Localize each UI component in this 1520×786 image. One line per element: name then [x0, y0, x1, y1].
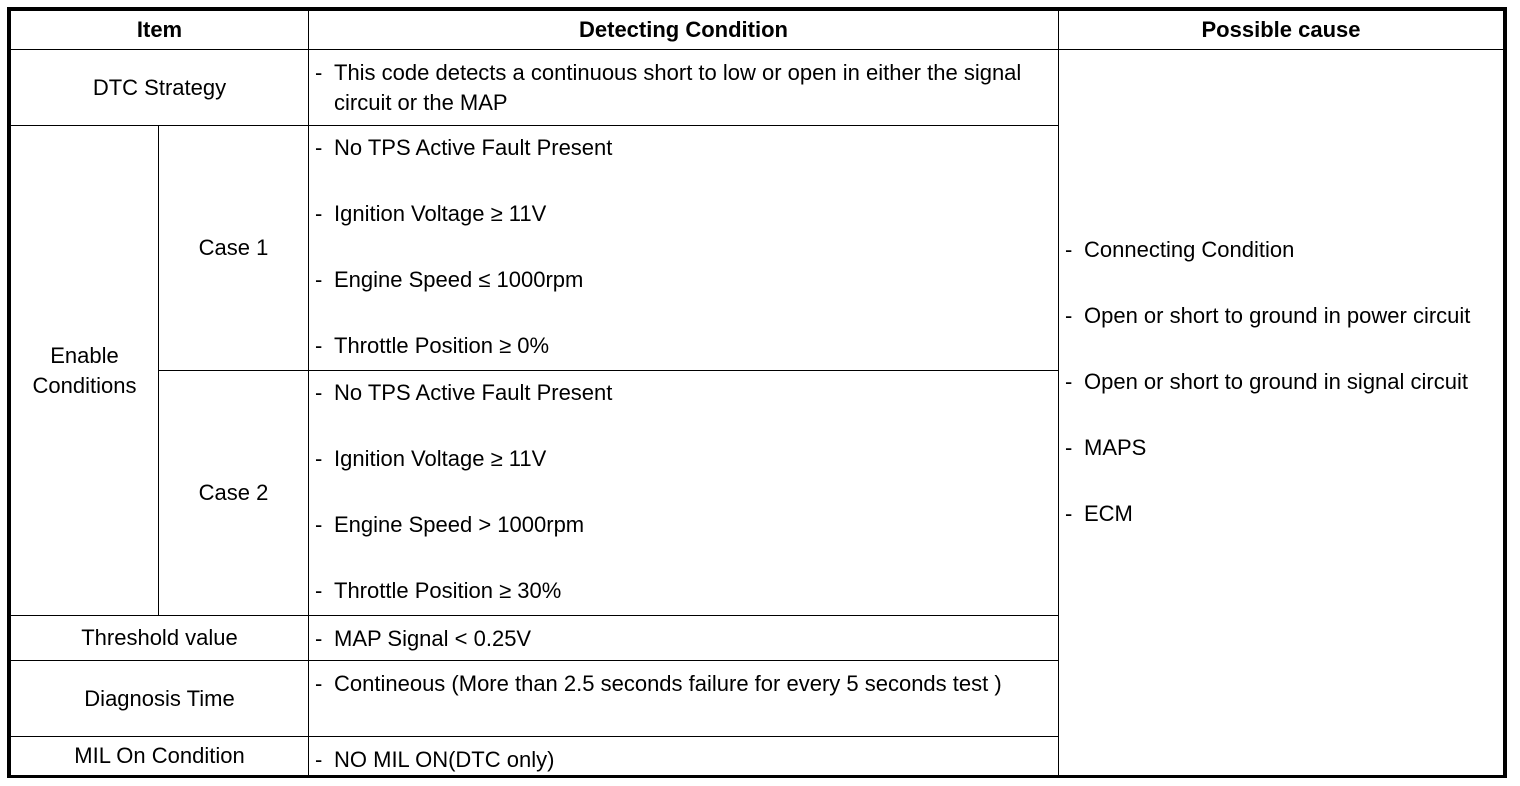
- list-item: [315, 265, 1048, 295]
- list-item: [1065, 301, 1493, 331]
- list-item: [315, 669, 1048, 699]
- case-1-item: Throttle Position ≥ 0%: [334, 333, 550, 358]
- case-1-label: Case 1: [159, 126, 309, 371]
- bullet-dash: -: [315, 578, 323, 603]
- enable-conditions-line1: Enable: [50, 342, 119, 368]
- list-item: [315, 378, 1048, 408]
- bullet-dash: -: [315, 380, 323, 405]
- bullet-dash: -: [315, 626, 323, 651]
- bullet-dash: -: [315, 671, 323, 696]
- bullet-dash: -: [1065, 237, 1073, 262]
- mil-on-condition-condition: [309, 737, 1059, 776]
- threshold-value-condition: [309, 616, 1059, 661]
- bullet-dash: -: [1065, 369, 1073, 394]
- bullet-dash: -: [315, 135, 323, 160]
- bullet-dash: -: [315, 201, 323, 226]
- header-detecting-condition: Detecting Condition: [309, 11, 1059, 50]
- case-1-item: No TPS Active Fault Present: [334, 135, 613, 160]
- bullet-dash: -: [1065, 501, 1073, 526]
- possible-cause-cell: [1059, 50, 1504, 776]
- diagnostic-table-sheet: [7, 7, 1507, 778]
- case-2-label: Case 2: [159, 371, 309, 616]
- bullet-dash: -: [315, 446, 323, 471]
- list-item: [315, 444, 1048, 474]
- bullet-dash: -: [1065, 435, 1073, 460]
- list-item: [1065, 499, 1493, 529]
- bullet-dash: -: [315, 267, 323, 292]
- enable-conditions-label: [11, 126, 159, 616]
- threshold-value-label: Threshold value: [11, 616, 309, 661]
- threshold-value-text: MAP Signal < 0.25V: [334, 626, 532, 651]
- case-2-conditions: [309, 371, 1059, 616]
- cause-item: Connecting Condition: [1084, 237, 1295, 262]
- list-item: [315, 576, 1048, 606]
- dtc-strategy-condition: [309, 50, 1059, 126]
- cause-item: ECM: [1084, 501, 1133, 526]
- cause-item: Open or short to ground in signal circuit: [1084, 369, 1468, 394]
- dtc-strategy-text: This code detects a continuous short to low or open in either the signal circuit or the MAP: [334, 60, 1022, 115]
- case-1-conditions: [309, 126, 1059, 371]
- case-1-item: Ignition Voltage ≥ 11V: [334, 201, 547, 226]
- diagnosis-time-label: Diagnosis Time: [11, 661, 309, 737]
- list-item: [315, 199, 1048, 229]
- case-2-item: No TPS Active Fault Present: [334, 380, 613, 405]
- list-item: [315, 745, 1048, 775]
- list-item: [1065, 433, 1493, 463]
- list-item: [1065, 367, 1493, 397]
- bullet-dash: -: [315, 333, 323, 358]
- list-item: [1065, 235, 1493, 265]
- list-item: [315, 58, 1048, 118]
- diagnosis-time-condition: [309, 661, 1059, 737]
- row-dtc-strategy: [11, 50, 1504, 126]
- dtc-strategy-label: DTC Strategy: [11, 50, 309, 126]
- cause-item: Open or short to ground in power circuit: [1084, 303, 1471, 328]
- possible-cause-list: [1065, 235, 1493, 529]
- header-item: Item: [11, 11, 309, 50]
- case-2-item: Engine Speed > 1000rpm: [334, 512, 585, 537]
- bullet-dash: -: [315, 60, 323, 85]
- bullet-dash: -: [315, 747, 323, 772]
- list-item: [315, 331, 1048, 361]
- mil-on-condition-label: MIL On Condition: [11, 737, 309, 776]
- enable-conditions-line2: Conditions: [32, 372, 137, 398]
- bullet-dash: -: [1065, 303, 1073, 328]
- dtc-table: [10, 10, 1504, 776]
- case-2-item: Ignition Voltage ≥ 11V: [334, 446, 547, 471]
- list-item: [315, 624, 1048, 654]
- header-row: [11, 11, 1504, 50]
- list-item: [315, 510, 1048, 540]
- diagnosis-time-text: Contineous (More than 2.5 seconds failure for every 5 seconds test ): [334, 671, 1002, 696]
- list-item: [315, 133, 1048, 163]
- case-1-item: Engine Speed ≤ 1000rpm: [334, 267, 584, 292]
- cause-item: MAPS: [1084, 435, 1147, 460]
- mil-on-condition-text: NO MIL ON(DTC only): [334, 747, 555, 772]
- case-2-item: Throttle Position ≥ 30%: [334, 578, 562, 603]
- header-possible-cause: Possible cause: [1059, 11, 1504, 50]
- bullet-dash: -: [315, 512, 323, 537]
